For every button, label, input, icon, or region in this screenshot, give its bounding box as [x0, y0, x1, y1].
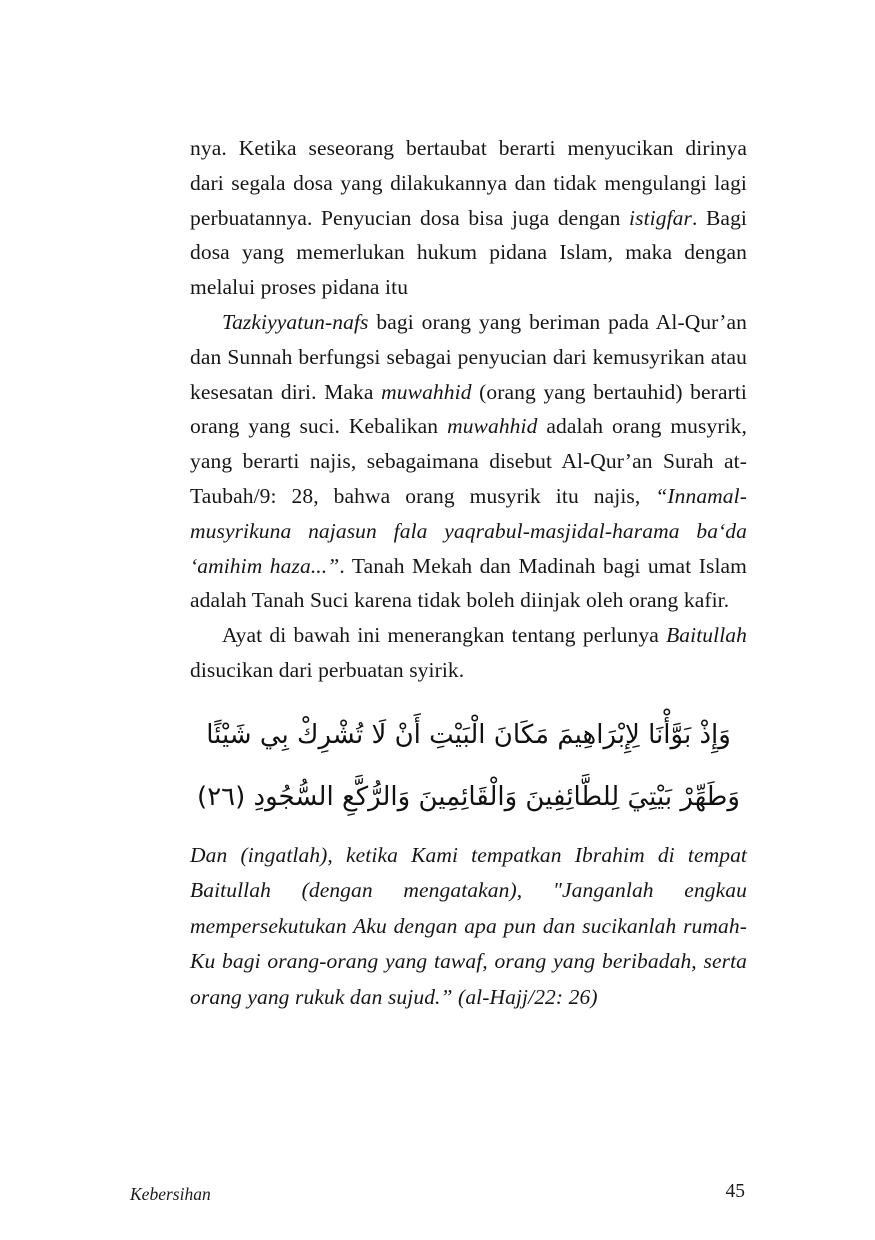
arabic-verse: وَإِذْ بَوَّأْنَا لِإِبْرَاهِيمَ مَكَانَ الْبَيْتِ أَنْ لَا تُشْرِكْ بِي شَيْئًا وَطَهِّرْ بَيْتِيَ لِلطَّائِفِينَ وَالْقَائِمِينَ وَالرُّكَّعِ السُّجُودِ (٢٦)	[197, 719, 740, 812]
page-content	[190, 131, 747, 1015]
footer-book-title: Kebersihan	[130, 1184, 211, 1204]
paragraph-3-italic-baitullah: Baitullah	[666, 623, 747, 648]
paragraph-2	[190, 305, 747, 618]
paragraph-1	[190, 131, 747, 305]
paragraph-3-run-3: disucikan dari perbuatan syirik.	[190, 657, 465, 682]
paragraph-2-italic-tazkiyyatun-nafs: Tazkiyyatun-nafs	[222, 309, 369, 334]
paragraph-1-italic-istigfar: istigfar	[629, 205, 692, 230]
paragraph-2-italic-muwahhid-1: muwahhid	[381, 379, 472, 404]
footer-page-number: 45	[725, 1181, 745, 1202]
paragraph-2-italic-quote: “Innamal-musyrikuna najasun fala yaqrabul-masjidal-harama ba‘da ‘amihim haza...”	[190, 483, 747, 578]
paragraph-2-run-2: bagi orang yang beriman pada Al-Qur’an dan Sunnah berfungsi sebagai penyucian dari kemusyrikan atau kesesatan diri. Maka	[190, 309, 747, 404]
verse-translation: Dan (ingatlah), ketika Kami tempatkan Ibrahim di tempat Baitullah (dengan mengatakan), "Janganlah engkau mempersekutukan Aku dengan apa pun dan sucikanlah rumah-Ku bagi orang-orang yang tawaf, orang yang beribadah, serta orang yang rukuk dan sujud.” (al-Hajj/22: 26)	[190, 842, 747, 1009]
paragraph-2-run-8: . Tanah Mekah dan Madinah bagi umat Islam adalah Tanah Suci karena tidak boleh diinjak oleh orang kafir.	[190, 553, 747, 613]
paragraph-2-italic-muwahhid-2: muwahhid	[447, 414, 538, 439]
paragraph-1-run-3: . Bagi dosa yang memerlukan hukum pidana Islam, maka dengan melalui proses pidana itu	[190, 205, 747, 300]
paragraph-1-run-1: nya. Ketika seseorang bertaubat berarti menyucikan dirinya dari segala dosa yang dilakukannya dan tidak mengulangi lagi perbuatannya. Penyucian dosa bisa juga dengan	[190, 136, 747, 230]
paragraph-2-run-4: (orang yang bertauhid) berarti orang yang suci. Kebalikan	[190, 379, 747, 439]
paragraph-3	[190, 618, 747, 688]
paragraph-3-run-1: Ayat di bawah ini menerangkan tentang perlunya	[222, 623, 667, 648]
paragraph-2-run-6: adalah orang musyrik, yang berarti najis, sebagaimana disebut Al-Qur’an Surah at-Taubah/9: 28, bahwa orang musyrik itu najis,	[190, 414, 747, 508]
